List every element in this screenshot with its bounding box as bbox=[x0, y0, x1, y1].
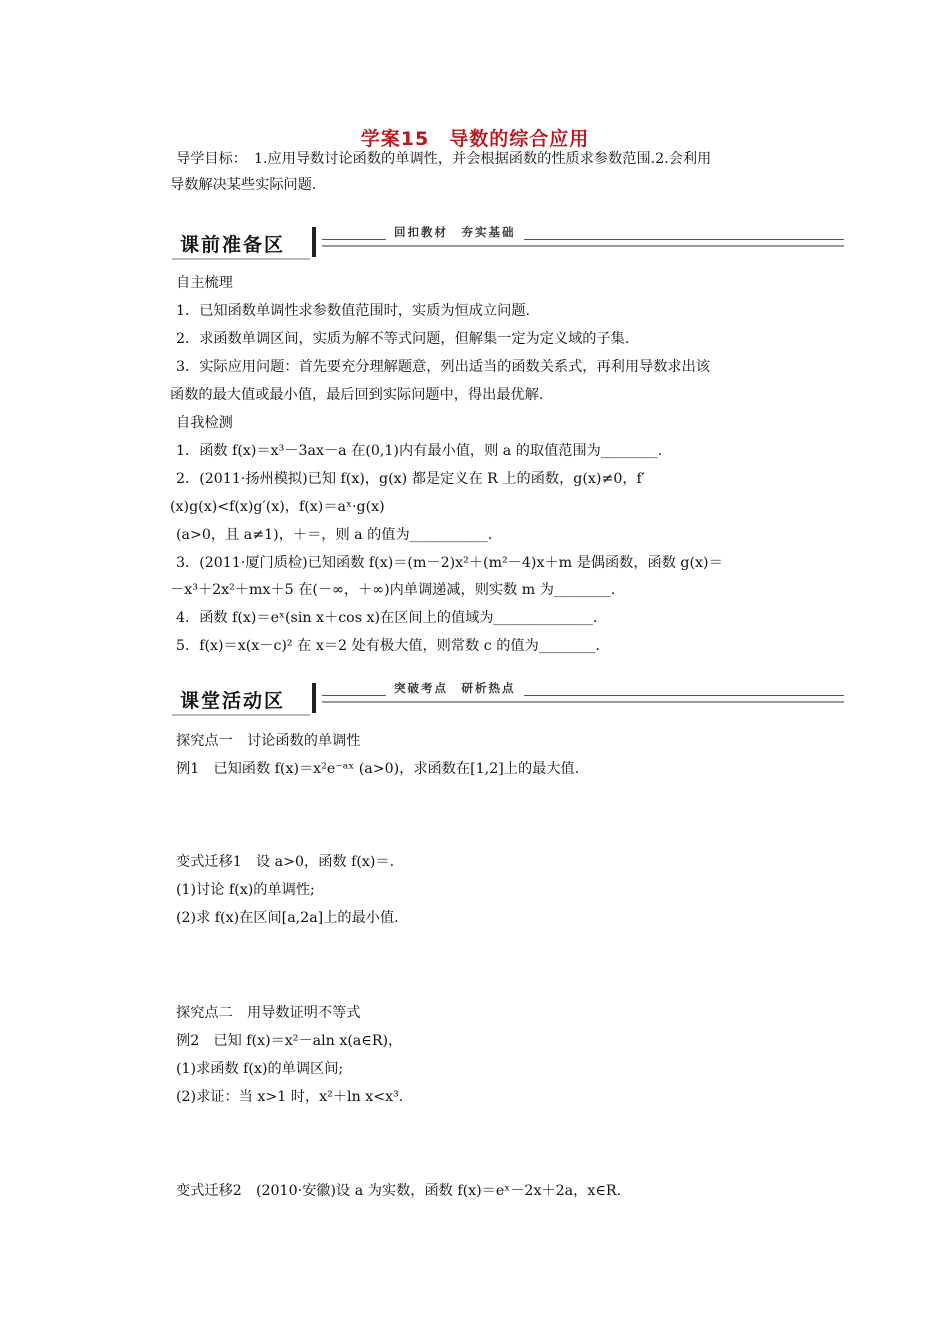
review-item-2: 2．求函数单调区间，实质为解不等式问题，但解集一定为定义域的子集. bbox=[176, 331, 630, 347]
section-header-class bbox=[172, 680, 844, 720]
review-heading: 自主梳理 bbox=[176, 275, 233, 291]
example-2: 例2 已知 f(x)＝x²－aln x(a∈R)， bbox=[176, 1033, 403, 1049]
explore2-heading: 探究点二 用导数证明不等式 bbox=[176, 1005, 361, 1021]
section-label-shadow bbox=[172, 714, 310, 716]
review-item-3-cont: 函数的最大值或最小值，最后回到实际问题中，得出最优解. bbox=[170, 387, 544, 403]
section-header-prep bbox=[172, 224, 844, 264]
section-label-shadow bbox=[172, 258, 310, 260]
selfcheck-item-1: 1．函数 f(x)＝x³－3ax－a 在(0,1)内有最小值，则 a 的取值范围为________. bbox=[176, 443, 663, 459]
review-item-3: 3．实际应用问题：首先要充分理解题意，列出适当的函数关系式，再利用导数求出该 bbox=[176, 359, 710, 375]
section-rule-thick bbox=[322, 701, 844, 703]
selfcheck-item-4: 4．函数 f(x)＝eˣ(sin x＋cos x)在区间上的值域为______________. bbox=[176, 610, 598, 626]
explore1-heading: 探究点一 讨论函数的单调性 bbox=[176, 733, 361, 749]
variant-1-part-2: (2)求 f(x)在区间[a,2a]上的最小值. bbox=[176, 910, 399, 926]
section-divider-bar bbox=[312, 683, 316, 713]
selfcheck-item-3-cont: －x³＋2x²＋mx＋5 在(－∞，＋∞)内单调递减，则实数 m 为________. bbox=[170, 582, 616, 598]
section-rule-thick bbox=[322, 245, 844, 247]
variant-2: 变式迁移2 (2010·安徽)设 a 为实数，函数 f(x)＝eˣ－2x＋2a，x∈R. bbox=[176, 1183, 622, 1199]
selfcheck-item-3: 3．(2011·厦门质检)已知函数 f(x)＝(m－2)x²＋(m²－4)x＋m 是偶函数，函数 g(x)＝ bbox=[176, 555, 723, 571]
example-2-part-1: (1)求函数 f(x)的单调区间; bbox=[176, 1061, 344, 1077]
selfcheck-heading: 自我检测 bbox=[176, 415, 233, 431]
section-divider-bar bbox=[312, 227, 316, 257]
example-1: 例1 已知函数 f(x)＝x²e⁻ᵃˣ (a>0)，求函数在[1,2]上的最大值. bbox=[176, 761, 580, 777]
objective-line-1: 导学目标： 1.应用导数讨论函数的单调性，并会根据函数的性质求参数范围.2.会利用 bbox=[176, 151, 712, 167]
section-subtitle-prep: 回扣教材 夯实基础 bbox=[386, 224, 524, 240]
selfcheck-item-2-cont: (x)g(x)<f(x)g′(x)，f(x)＝aˣ·g(x) bbox=[170, 499, 385, 515]
section-label-prep: 课前准备区 bbox=[180, 234, 286, 256]
page-title: 学案15 导数的综合应用 bbox=[360, 128, 590, 150]
section-label-class: 课堂活动区 bbox=[180, 690, 286, 712]
section-subtitle-class: 突破考点 研析热点 bbox=[386, 680, 524, 696]
selfcheck-item-2-cont2: (a>0，且 a≠1)，＋＝，则 a 的值为___________. bbox=[176, 527, 493, 543]
variant-1: 变式迁移1 设 a>0，函数 f(x)＝. bbox=[176, 854, 395, 870]
selfcheck-item-2: 2．(2011·扬州模拟)已知 f(x)，g(x) 都是定义在 R 上的函数，g(x)≠0，f′ bbox=[176, 471, 646, 487]
selfcheck-item-5: 5．f(x)＝x(x－c)² 在 x＝2 处有极大值，则常数 c 的值为________. bbox=[176, 638, 601, 654]
example-2-part-2: (2)求证：当 x>1 时，x²＋ln x<x³. bbox=[176, 1089, 404, 1105]
review-item-1: 1．已知函数单调性求参数值范围时，实质为恒成立问题. bbox=[176, 303, 531, 319]
variant-1-part-1: (1)讨论 f(x)的单调性; bbox=[176, 882, 315, 898]
objective-line-2: 导数解决某些实际问题. bbox=[170, 177, 317, 193]
